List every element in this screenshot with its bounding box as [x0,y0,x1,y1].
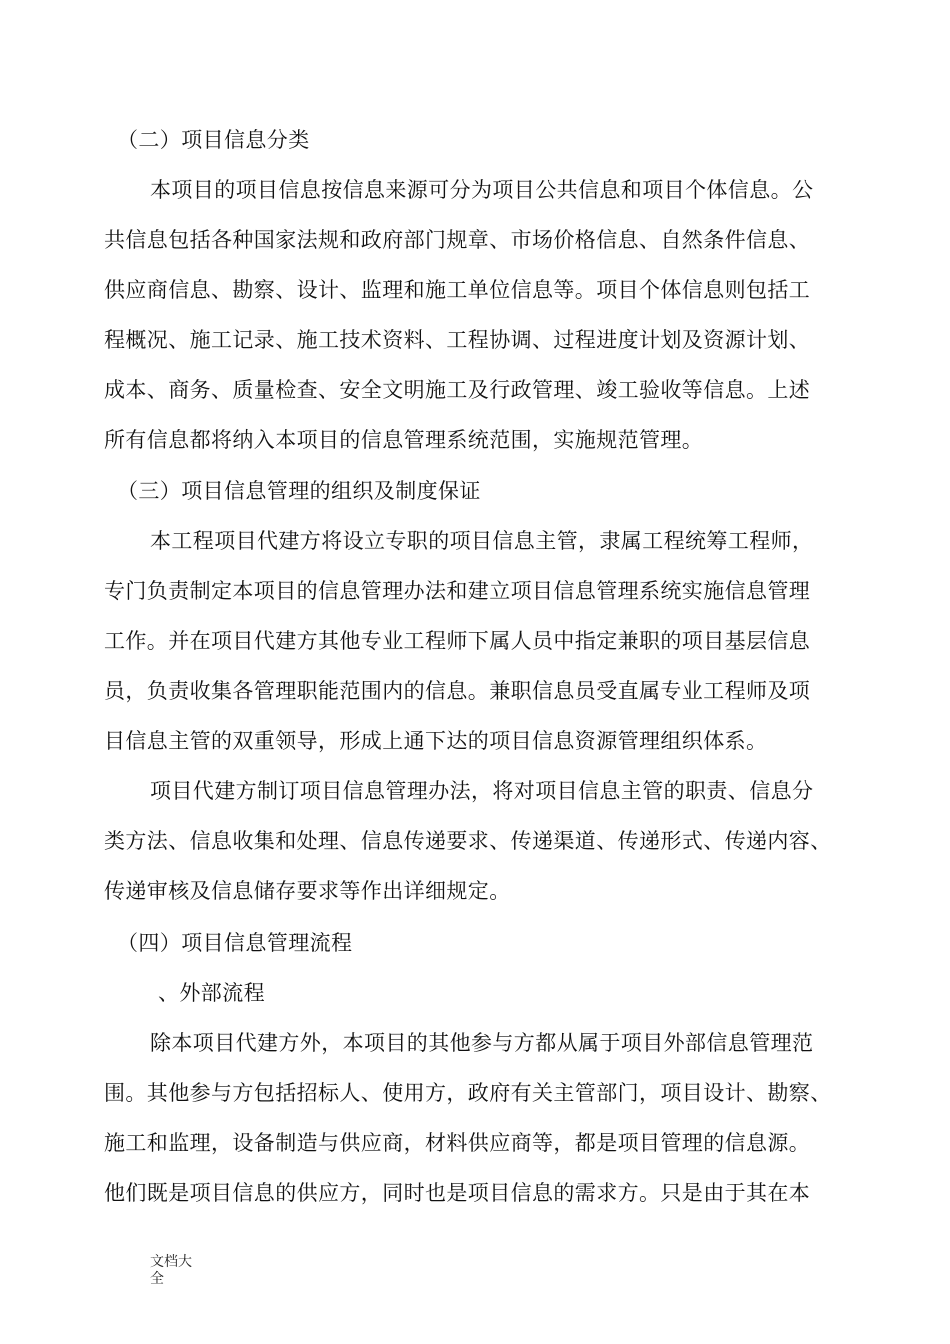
s2-paragraph-line-1: 本项目的项目信息按信息来源可分为项目公共信息和项目个体信息。公 [150,178,814,202]
s3-paragraph-1-line-4: 员，负责收集各管理职能范围内的信息。兼职信息员受直属专业工程师及项 [104,679,811,703]
s3-paragraph-1-line-2: 专门负责制定本项目的信息管理办法和建立项目信息管理系统实施信息管理 [104,579,811,603]
s4-paragraph-line-4: 他们既是项目信息的供应方，同时也是项目信息的需求方。只是由于其在本 [104,1181,811,1205]
s4-paragraph-line-1: 除本项目代建方外，本项目的其他参与方都从属于项目外部信息管理范 [150,1031,814,1055]
footer-text-line-1: 文档大 [150,1254,192,1270]
s2-paragraph-line-2: 共信息包括各种国家法规和政府部门规章、市场价格信息、自然条件信息、 [104,228,811,252]
section-4-subheading: 、外部流程 [158,981,265,1005]
s2-paragraph-line-4: 程概况、施工记录、施工技术资料、工程协调、过程进度计划及资源计划、 [104,328,811,352]
s2-paragraph-line-6: 所有信息都将纳入本项目的信息管理系统范围，实施规范管理。 [104,428,704,452]
s4-paragraph-line-2: 围。其他参与方包括招标人、使用方，政府有关主管部门，项目设计、勘察、 [104,1081,832,1105]
footer-text-line-2: 全 [150,1271,164,1287]
s3-paragraph-1-line-5: 目信息主管的双重领导，形成上通下达的项目信息资源管理组织体系。 [104,729,768,753]
section-4-heading: （四）项目信息管理流程 [117,931,353,955]
s4-paragraph-line-3: 施工和监理，设备制造与供应商，材料供应商等，都是项目管理的信息源。 [104,1131,811,1155]
page-footer [150,1254,210,1288]
s3-paragraph-2-line-2: 类方法、信息收集和处理、信息传递要求、传递渠道、传递形式、传递内容、 [104,829,832,853]
s2-paragraph-line-5: 成本、商务、质量检查、安全文明施工及行政管理、竣工验收等信息。上述 [104,378,811,402]
section-2-heading: （二）项目信息分类 [117,128,310,152]
s3-paragraph-2-line-3: 传递审核及信息储存要求等作出详细规定。 [104,879,511,903]
s3-paragraph-1-line-1: 本工程项目代建方将设立专职的项目信息主管，隶属工程统筹工程师， [150,529,814,553]
s3-paragraph-2-line-1: 项目代建方制订项目信息管理办法，将对项目信息主管的职责、信息分 [150,779,814,803]
section-3-heading: （三）项目信息管理的组织及制度保证 [117,479,481,503]
s3-paragraph-1-line-3: 工作。并在项目代建方其他专业工程师下属人员中指定兼职的项目基层信息 [104,629,811,653]
s2-paragraph-line-3: 供应商信息、勘察、设计、监理和施工单位信息等。项目个体信息则包括工 [104,278,811,302]
